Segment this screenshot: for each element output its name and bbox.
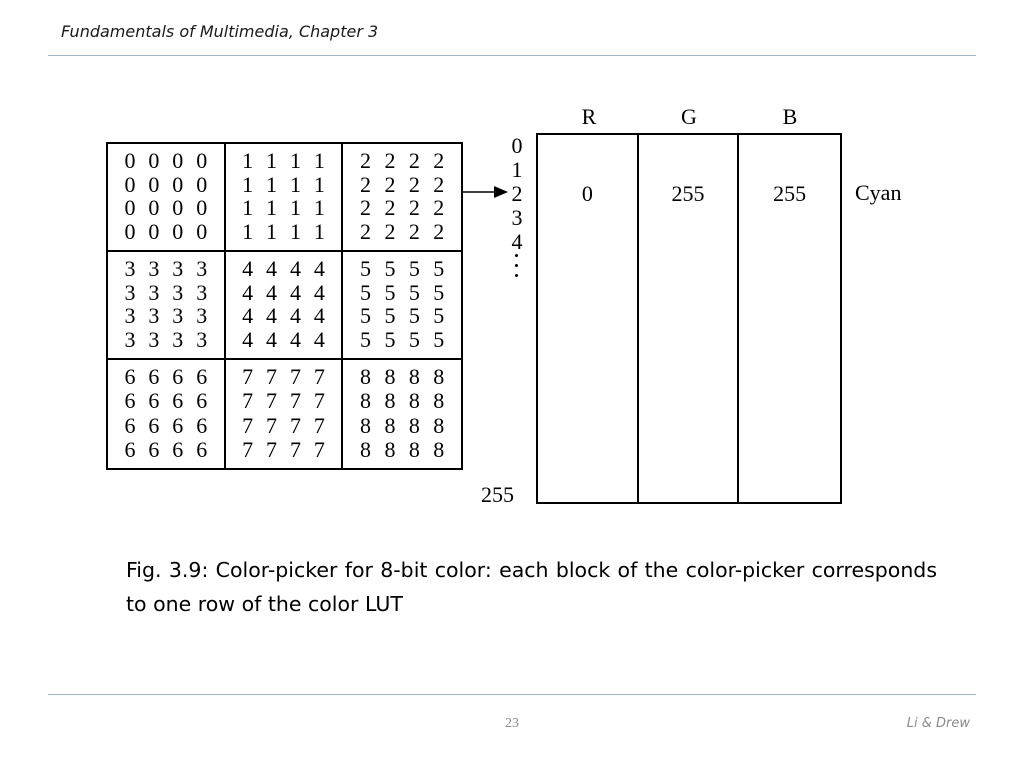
lut-index: 4: [511, 229, 523, 254]
picker-cell: 8: [360, 364, 372, 390]
picker-cell: 3: [172, 303, 184, 329]
picker-cell: 2: [384, 171, 396, 197]
picker-cell: 0: [124, 171, 136, 197]
picker-cell: 6: [148, 364, 160, 390]
picker-cell: 6: [172, 436, 184, 462]
picker-cell: 1: [266, 171, 278, 197]
picker-cell: 7: [313, 436, 325, 462]
picker-block: [226, 252, 344, 360]
picker-cell: 5: [384, 303, 396, 329]
picker-cell: 3: [148, 327, 160, 353]
picker-cell: 7: [242, 412, 254, 438]
picker-cell: 1: [289, 219, 301, 245]
picker-cell: 1: [313, 219, 325, 245]
picker-cell: 2: [433, 219, 445, 245]
picker-cell: 8: [360, 436, 372, 462]
picker-cell: 0: [148, 195, 160, 221]
picker-cell: 2: [360, 219, 372, 245]
picker-cell: 4: [289, 327, 301, 353]
picker-cell: 6: [124, 412, 136, 438]
picker-cell: 8: [433, 388, 445, 414]
lut-column-b: [739, 135, 840, 502]
picker-cell: 0: [172, 219, 184, 245]
ellipsis-dots: [514, 254, 520, 284]
picker-cell: 0: [148, 171, 160, 197]
picker-cell: 0: [196, 147, 208, 173]
picker-cell: 7: [289, 412, 301, 438]
picker-cell: 5: [360, 279, 372, 305]
picker-cell: 3: [196, 303, 208, 329]
picker-cell: 4: [242, 255, 254, 281]
picker-cell: 5: [384, 279, 396, 305]
picker-block: [343, 252, 461, 360]
picker-cell: 5: [433, 327, 445, 353]
picker-cell: 3: [124, 303, 136, 329]
picker-cell: 0: [172, 195, 184, 221]
lut-header-r: R: [581, 104, 597, 129]
picker-cell: 4: [289, 255, 301, 281]
lut-index: 2: [511, 181, 523, 206]
lut-value-b: 255: [773, 181, 807, 206]
lut-index: 0: [511, 133, 523, 158]
picker-cell: 2: [433, 171, 445, 197]
picker-cell: 7: [313, 364, 325, 390]
picker-cell: 7: [289, 388, 301, 414]
picker-cell: 7: [289, 364, 301, 390]
lut-index-column: [508, 134, 526, 254]
footer-divider: [48, 694, 976, 695]
picker-cell: 1: [313, 147, 325, 173]
picker-cell: 8: [408, 388, 420, 414]
picker-cell: 1: [313, 171, 325, 197]
picker-cell: 0: [172, 147, 184, 173]
picker-block: [226, 360, 344, 468]
picker-cell: 1: [242, 195, 254, 221]
picker-cell: 4: [242, 327, 254, 353]
picker-cell: 7: [289, 436, 301, 462]
lut-value-g: 255: [671, 181, 705, 206]
picker-cell: 3: [172, 327, 184, 353]
picker-cell: 3: [196, 255, 208, 281]
picker-cell: 2: [384, 195, 396, 221]
picker-cell: 5: [408, 327, 420, 353]
picker-cell: 4: [242, 279, 254, 305]
picker-cell: 8: [384, 412, 396, 438]
picker-cell: 3: [124, 255, 136, 281]
picker-cell: 6: [148, 412, 160, 438]
picker-cell: 6: [124, 388, 136, 414]
picker-cell: 8: [384, 364, 396, 390]
picker-cell: 1: [266, 219, 278, 245]
picker-cell: 5: [433, 279, 445, 305]
picker-cell: 3: [196, 279, 208, 305]
picker-cell: 2: [408, 147, 420, 173]
picker-cell: 4: [289, 303, 301, 329]
picker-cell: 8: [360, 412, 372, 438]
arrow-right-icon: [463, 184, 509, 200]
figure-caption: Fig. 3.9: Color-picker for 8-bit color: each block of the color-picker corresponds to one row of the color LUT: [126, 558, 937, 616]
picker-block: [343, 144, 461, 252]
picker-cell: 7: [266, 388, 278, 414]
picker-cell: 1: [266, 195, 278, 221]
picker-cell: 2: [408, 171, 420, 197]
picker-cell: 1: [266, 147, 278, 173]
picker-cell: 2: [384, 147, 396, 173]
picker-cell: 5: [360, 303, 372, 329]
picker-cell: 6: [172, 412, 184, 438]
picker-cell: 5: [408, 303, 420, 329]
picker-cell: 4: [313, 279, 325, 305]
picker-cell: 2: [408, 195, 420, 221]
picker-cell: 6: [148, 388, 160, 414]
picker-cell: 7: [313, 412, 325, 438]
picker-cell: 6: [124, 436, 136, 462]
picker-cell: 1: [289, 147, 301, 173]
picker-block: [108, 144, 226, 252]
picker-cell: 8: [360, 388, 372, 414]
picker-cell: 7: [242, 436, 254, 462]
picker-cell: 7: [313, 388, 325, 414]
picker-cell: 8: [408, 436, 420, 462]
picker-cell: 1: [313, 195, 325, 221]
picker-block: [108, 252, 226, 360]
header-divider: [48, 55, 976, 56]
picker-cell: 7: [266, 412, 278, 438]
picker-cell: 1: [242, 219, 254, 245]
lut-value-r: 0: [581, 181, 593, 206]
picker-cell: 4: [266, 255, 278, 281]
picker-cell: 6: [172, 388, 184, 414]
picker-block: [226, 144, 344, 252]
picker-cell: 4: [313, 255, 325, 281]
lut-color-name: Cyan: [855, 180, 902, 205]
picker-cell: 4: [266, 279, 278, 305]
picker-cell: 0: [172, 171, 184, 197]
picker-cell: 0: [148, 219, 160, 245]
picker-cell: 2: [433, 147, 445, 173]
picker-cell: 2: [360, 195, 372, 221]
picker-cell: 3: [148, 303, 160, 329]
picker-cell: 2: [433, 195, 445, 221]
picker-cell: 1: [289, 171, 301, 197]
picker-cell: 0: [124, 147, 136, 173]
picker-cell: 6: [196, 436, 208, 462]
picker-cell: 7: [266, 436, 278, 462]
lut-index: 3: [511, 205, 523, 230]
picker-cell: 0: [196, 195, 208, 221]
picker-cell: 6: [124, 364, 136, 390]
picker-cell: 7: [266, 364, 278, 390]
picker-block: [108, 360, 226, 468]
lut-header-b: B: [782, 104, 798, 129]
picker-cell: 6: [196, 412, 208, 438]
picker-cell: 5: [384, 255, 396, 281]
picker-cell: 3: [124, 327, 136, 353]
picker-cell: 1: [242, 171, 254, 197]
slide-header-title: Fundamentals of Multimedia, Chapter 3: [61, 22, 379, 41]
picker-cell: 3: [148, 279, 160, 305]
picker-cell: 6: [172, 364, 184, 390]
color-picker-grid: [106, 142, 463, 470]
picker-cell: 2: [408, 219, 420, 245]
picker-cell: 5: [433, 303, 445, 329]
picker-cell: 7: [242, 364, 254, 390]
lut-last-index: 255: [481, 482, 514, 507]
picker-cell: 3: [148, 255, 160, 281]
picker-cell: 0: [124, 195, 136, 221]
lut-index: 1: [511, 157, 523, 182]
color-lut-table: [536, 133, 842, 504]
picker-cell: 5: [360, 327, 372, 353]
picker-cell: 5: [408, 279, 420, 305]
picker-block: [343, 360, 461, 468]
picker-cell: 1: [242, 147, 254, 173]
lut-column-r: [538, 135, 639, 502]
picker-cell: 5: [360, 255, 372, 281]
picker-cell: 4: [242, 303, 254, 329]
picker-cell: 1: [289, 195, 301, 221]
picker-cell: 0: [124, 219, 136, 245]
picker-cell: 0: [196, 219, 208, 245]
picker-cell: 8: [433, 436, 445, 462]
picker-cell: 6: [196, 364, 208, 390]
picker-cell: 8: [433, 412, 445, 438]
picker-cell: 8: [433, 364, 445, 390]
picker-cell: 5: [433, 255, 445, 281]
picker-cell: 3: [172, 279, 184, 305]
picker-cell: 5: [408, 255, 420, 281]
lut-column-g: [639, 135, 740, 502]
picker-cell: 4: [313, 327, 325, 353]
picker-cell: 0: [196, 171, 208, 197]
picker-cell: 3: [172, 255, 184, 281]
picker-cell: 8: [384, 388, 396, 414]
picker-cell: 2: [360, 171, 372, 197]
picker-cell: 8: [408, 412, 420, 438]
picker-cell: 4: [289, 279, 301, 305]
picker-cell: 6: [148, 436, 160, 462]
picker-cell: 0: [148, 147, 160, 173]
picker-cell: 2: [384, 219, 396, 245]
picker-cell: 7: [242, 388, 254, 414]
picker-cell: 3: [124, 279, 136, 305]
lut-header-g: G: [681, 104, 697, 129]
picker-cell: 6: [196, 388, 208, 414]
picker-cell: 4: [266, 327, 278, 353]
page-number: 23: [505, 716, 519, 731]
picker-cell: 4: [313, 303, 325, 329]
picker-cell: 5: [384, 327, 396, 353]
picker-cell: 8: [408, 364, 420, 390]
picker-cell: 4: [266, 303, 278, 329]
picker-cell: 2: [360, 147, 372, 173]
picker-cell: 3: [196, 327, 208, 353]
footer-authors: Li & Drew: [906, 716, 970, 731]
picker-cell: 8: [384, 436, 396, 462]
